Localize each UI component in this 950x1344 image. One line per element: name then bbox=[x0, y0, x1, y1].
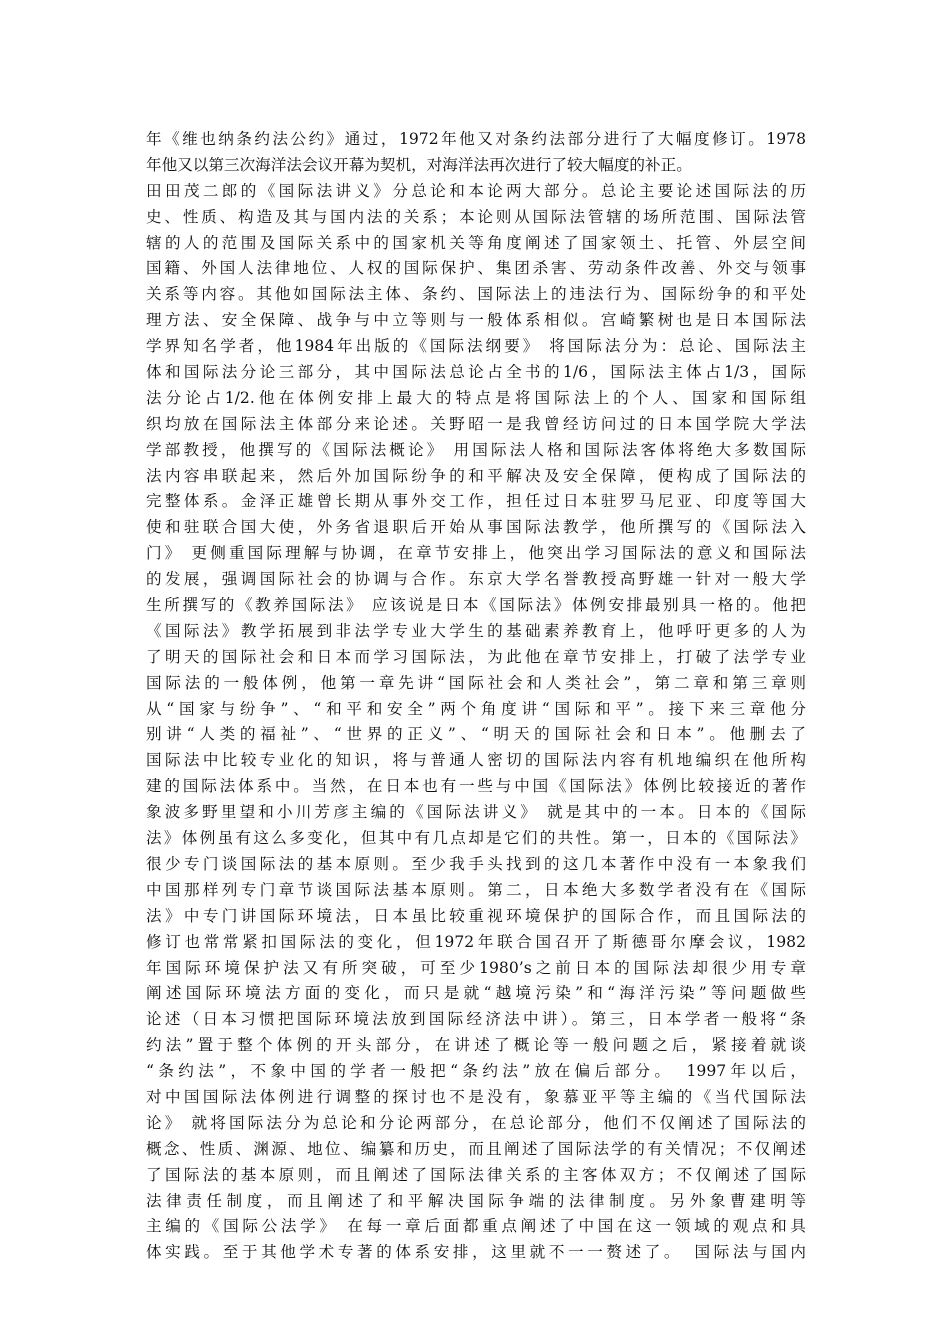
text-line: 年国际环境保护法又有所突破，可至少1980’s之前日本的国际法却很少用专章 bbox=[146, 958, 806, 977]
body-text bbox=[146, 127, 806, 1266]
text-line: 体和国际法分论三部分，其中国际法总论占全书的1/6，国际法主体占1/3，国际 bbox=[146, 363, 806, 382]
text-line: 约法”置于整个体例的开头部分，在讲述了概论等一般问题之后，紧接着就谈 bbox=[146, 1036, 806, 1055]
text-line: 中国那样列专门章节谈国际法基本原则。第二，日本绝大多数学者没有在《国际 bbox=[146, 880, 806, 899]
text-line: 法》体例虽有这么多变化，但其中有几点却是它们的共性。第一，日本的《国际法》 bbox=[146, 829, 806, 848]
text-line: 概念、性质、渊源、地位、编纂和历史，而且阐述了国际法学的有关情况；不仅阐述 bbox=[146, 1139, 806, 1158]
text-line: 使和驻联合国大使，外务省退职后开始从事国际法教学，他所撰写的《国际法入 bbox=[146, 518, 806, 537]
text-line: 论述（日本习惯把国际环境法放到国际经济法中讲）。第三，日本学者一般将“条 bbox=[146, 1010, 806, 1029]
text-line: 年他又以第三次海洋法会议开幕为契机，对海洋法再次进行了较大幅度的补正。 bbox=[146, 155, 692, 174]
text-line: 年《维也纳条约法公约》通过，1972年他又对条约法部分进行了大幅度修订。1978 bbox=[146, 130, 806, 148]
text-line: 主编的《国际公法学》 在每一章后面都重点阐述了中国在这一领域的观点和具 bbox=[146, 1217, 806, 1236]
text-line: 《国际法》教学拓展到非法学专业大学生的基础素养教育上，他呼吁更多的人为 bbox=[146, 621, 806, 640]
text-line: 生所撰写的《教养国际法》 应该说是日本《国际法》体例安排最别具一格的。他把 bbox=[146, 596, 806, 615]
text-line: 织均放在国际法主体部分来论述。关野昭一是我曾经访问过的日本国学院大学法 bbox=[146, 414, 806, 433]
text-line: 体实践。至于其他学术专著的体系安排，这里就不一一赘述了。 国际法与国内 bbox=[146, 1243, 806, 1262]
text-line: 国籍、外国人法律地位、人权的国际保护、集团杀害、劳动条件改善、外交与领事 bbox=[146, 259, 806, 278]
text-line: 辖的人的范围及国际关系中的国家机关等角度阐述了国家领土、托管、外层空间 bbox=[146, 233, 806, 252]
text-line: “条约法”，不象中国的学者一般把“条约法”放在偏后部分。 1997年以后， bbox=[146, 1062, 806, 1081]
text-line: 建的国际法体系中。当然，在日本也有一些与中国《国际法》体例比较接近的著作 bbox=[146, 777, 806, 796]
text-line: 的发展，强调国际社会的协调与合作。东京大学名誉教授高野雄一针对一般大学 bbox=[146, 570, 806, 589]
text-line: 法》中专门讲国际环境法，日本虽比较重视环境保护的国际合作，而且国际法的 bbox=[146, 906, 806, 925]
text-line: 阐述国际环境法方面的变化，而只是就“越境污染”和“海洋污染”等问题做些 bbox=[146, 984, 806, 1003]
text-line: 国际法的一般体例，他第一章先讲“国际社会和人类社会”，第二章和第三章则 bbox=[146, 673, 806, 692]
text-line: 门》 更侧重国际理解与协调，在章节安排上，他突出学习国际法的意义和国际法 bbox=[146, 544, 806, 563]
text-line: 很少专门谈国际法的基本原则。至少我手头找到的这几本著作中没有一本象我们 bbox=[146, 854, 806, 873]
text-line: 史、性质、构造及其与国内法的关系；本论则从国际法管辖的场所范围、国际法管 bbox=[146, 207, 806, 226]
text-line: 论》 就将国际法分为总论和分论两部分，在总论部分，他们不仅阐述了国际法的 bbox=[146, 1113, 806, 1132]
text-line: 从“国家与纷争”、“和平和安全”两个角度讲“国际和平”。接下来三章他分 bbox=[146, 699, 806, 718]
text-line: 关系等内容。其他如国际法主体、条约、国际法上的违法行为、国际纷争的和平处 bbox=[146, 285, 806, 304]
text-line: 法律责任制度，而且阐述了和平解决国际争端的法律制度。另外象曹建明等 bbox=[146, 1191, 806, 1210]
text-line: 象波多野里望和小川芳彦主编的《国际法讲义》 就是其中的一本。日本的《国际 bbox=[146, 803, 806, 822]
text-line: 法内容串联起来，然后外加国际纷争的和平解决及安全保障，便构成了国际法的 bbox=[146, 466, 806, 485]
text-line: 完整体系。金泽正雄曾长期从事外交工作，担任过日本驻罗马尼亚、印度等国大 bbox=[146, 492, 806, 511]
text-line: 学界知名学者，他1984年出版的《国际法纲要》 将国际法分为：总论、国际法主 bbox=[146, 337, 806, 356]
text-line: 了国际法的基本原则，而且阐述了国际法律关系的主客体双方；不仅阐述了国际 bbox=[146, 1165, 806, 1184]
text-line: 了明天的国际社会和日本而学习国际法，为此他在章节安排上，打破了法学专业 bbox=[146, 647, 806, 666]
text-line: 田田茂二郎的《国际法讲义》分总论和本论两大部分。总论主要论述国际法的历 bbox=[146, 181, 806, 200]
text-line: 理方法、安全保障、战争与中立等则与一般体系相似。宫崎繁树也是日本国际法 bbox=[146, 311, 806, 330]
text-line: 国际法中比较专业化的知识，将与普通人密切的国际法内容有机地编织在他所构 bbox=[146, 751, 806, 770]
text-line: 学部教授，他撰写的《国际法概论》 用国际法人格和国际法客体将绝大多数国际 bbox=[146, 440, 806, 459]
text-line: 修订也常常紧扣国际法的变化，但1972年联合国召开了斯德哥尔摩会议，1982 bbox=[146, 932, 806, 951]
text-line: 对中国国际法体例进行调整的探讨也不是没有，象慕亚平等主编的《当代国际法 bbox=[146, 1087, 806, 1106]
text-line: 法分论占1/2.他在体例安排上最大的特点是将国际法上的个人、国家和国际组 bbox=[146, 388, 806, 407]
text-line: 别讲“人类的福祉”、“世界的正义”、“明天的国际社会和日本”。他删去了 bbox=[146, 725, 806, 744]
